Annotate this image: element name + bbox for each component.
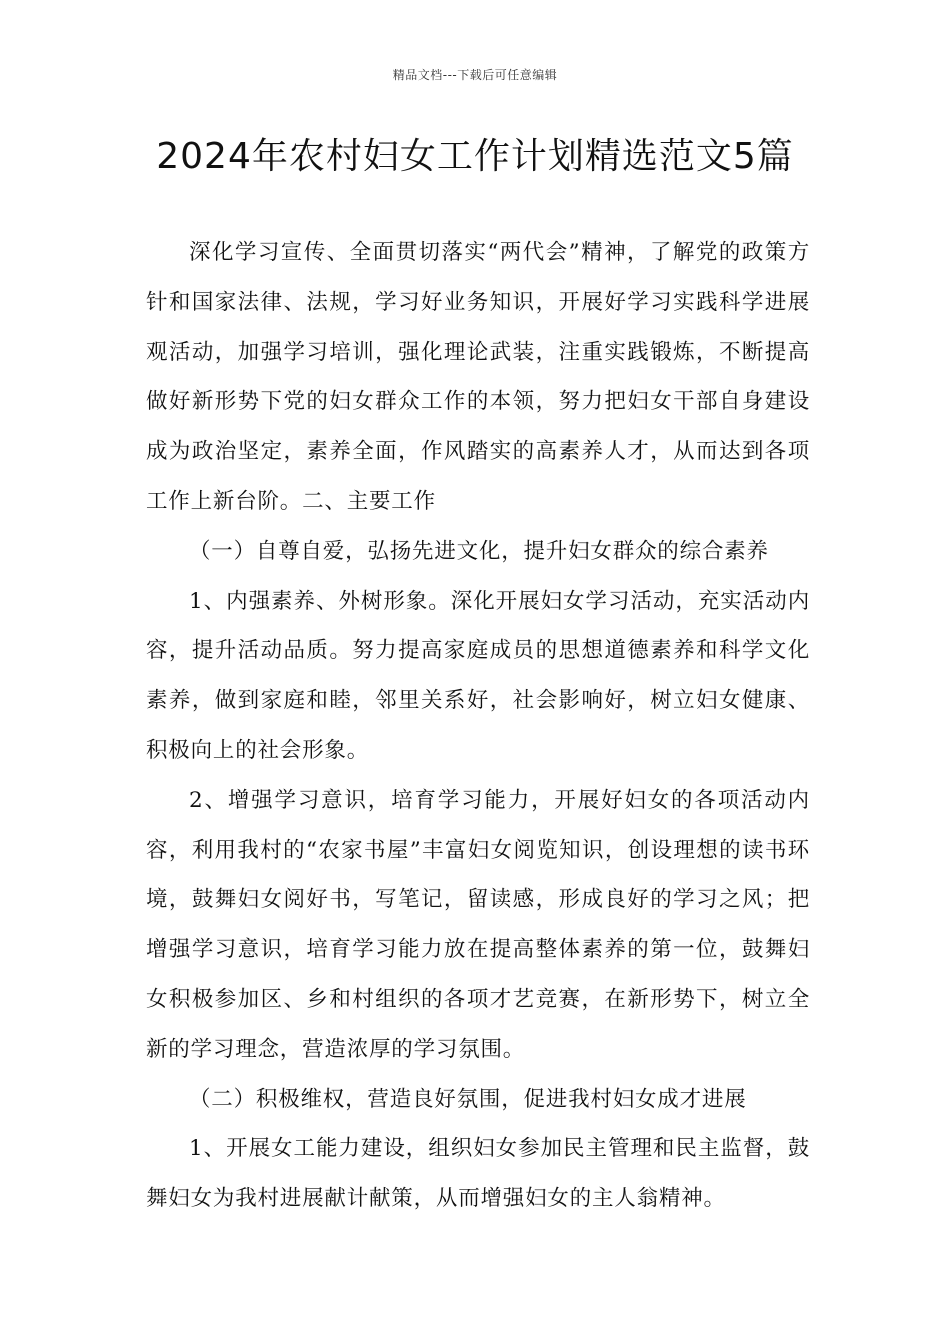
document-title: 2024年农村妇女工作计划精选范文5篇 xyxy=(156,136,794,177)
section-heading-2: （二）积极维权，营造良好氛围，促进我村妇女成才进展 xyxy=(189,1086,747,1112)
paragraph-intro: 深化学习宣传、全面贯切落实“两代会”精神，了解党的政策方针和国家法律、法规，学习好业务知识，开展好学习实践科学进展观活动，加强学习培训，强化理论武装，注重实践锻炼，不断提高做好新形势下党的妇女群众工作的本领，努力把妇女干部自身建设成为政治坚定，素养全面，作风踏实的高素养人才，从而达到各项工作上新台阶。二、主要工作 xyxy=(146,240,810,514)
section-heading-1: （一）自尊自爱，弘扬先进文化，提升妇女群众的综合素养 xyxy=(189,538,769,564)
paragraph-item-1-1: 1、内强素养、外树形象。深化开展妇女学习活动，充实活动内容，提升活动品质。努力提高家庭成员的思想道德素养和科学文化素养，做到家庭和睦，邻里关系好，社会影响好，树立妇女健康、积极向上的社会形象。 xyxy=(146,588,810,763)
header-note: 精品文档---下载后可任意编辑 xyxy=(392,68,558,82)
paragraph-item-2-1: 1、开展女工能力建设，组织妇女参加民主管理和民主监督，鼓舞妇女为我村进展献计献策，从而增强妇女的主人翁精神。 xyxy=(146,1136,810,1212)
document-body xyxy=(146,228,810,1224)
paragraph-item-1-2: 2、增强学习意识，培育学习能力，开展好妇女的各项活动内容，利用我村的“农家书屋”丰富妇女阅览知识，创设理想的读书环境，鼓舞妇女阅好书，写笔记，留读感，形成良好的学习之风；把增强学习意识，培育学习能力放在提高整体素养的第一位，鼓舞妇女积极参加区、乡和村组织的各项才艺竞赛，在新形势下，树立全新的学习理念，营造浓厚的学习氛围。 xyxy=(146,787,810,1062)
